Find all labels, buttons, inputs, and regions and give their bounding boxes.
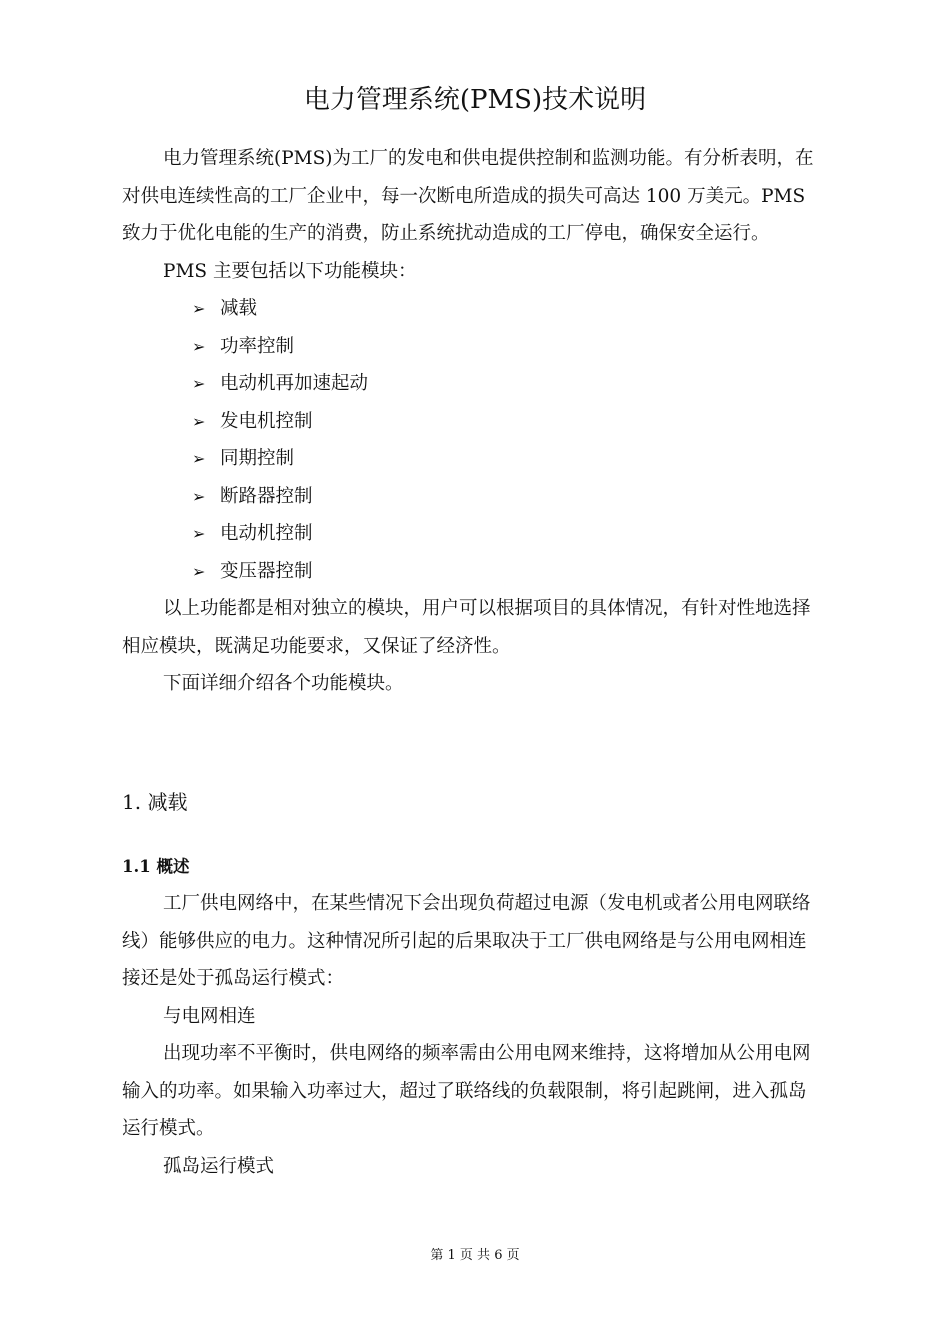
arrowhead-bullet-icon: ➢	[192, 299, 206, 318]
section-1-1-heading	[122, 852, 189, 882]
section-1-heading: 1. 减载	[122, 790, 188, 814]
arrowhead-bullet-icon: ➢	[192, 486, 206, 506]
module-list	[122, 290, 822, 590]
list-item: ➢ 同期控制	[122, 440, 822, 478]
arrowhead-bullet-icon: ➢	[192, 524, 206, 543]
document-title: 电力管理系统(PMS)技术说明	[303, 85, 647, 115]
case-grid-connected-text: 出现功率不平衡时，供电网络的频率需由公用电网来维持，这将增加从公用电网输入的功率。如果输入功率过大，超过了联络线的负载限制，将引起跳闸，进入孤岛运行模式。	[122, 1043, 811, 1139]
overview-paragraph: 工厂供电网络中，在某些情况下会出现负荷超过电源（发电机或者公用电网联络线）能够供应的电力。这种情况所引起的后果取决于工厂供电网络是与公用电网相连接还是处于孤岛运行模式：	[122, 893, 811, 989]
arrowhead-bullet-icon: ➢	[192, 374, 206, 393]
list-item: ➢ 变压器控制	[122, 553, 822, 591]
section-1-body	[122, 885, 822, 1185]
case-grid-connected-title: 与电网相连	[163, 1005, 256, 1027]
list-item: ➢ 发电机控制	[122, 403, 822, 441]
section-1-1-title: 概述	[156, 857, 190, 876]
intro-paragraph-2: PMS 主要包括以下功能模块：	[163, 260, 417, 282]
intro-section	[122, 140, 822, 703]
page-footer: 第 1 页 共 6 页	[430, 1248, 520, 1263]
arrowhead-bullet-icon: ➢	[192, 336, 206, 356]
list-item: ➢ 断路器控制	[122, 478, 822, 516]
arrowhead-bullet-icon: ➢	[192, 561, 206, 581]
intro-paragraph-3: 以上功能都是相对独立的模块，用户可以根据项目的具体情况，有针对性地选择相应模块，既满足功能要求，又保证了经济性。	[122, 598, 811, 657]
list-item: ➢ 电动机控制	[122, 515, 822, 553]
arrowhead-bullet-icon: ➢	[192, 411, 206, 431]
list-item: ➢ 功率控制	[122, 328, 822, 366]
list-item: ➢ 减载	[122, 290, 822, 328]
case-island-mode-title: 孤岛运行模式	[163, 1155, 275, 1177]
intro-paragraph-4: 下面详细介绍各个功能模块。	[163, 673, 404, 694]
section-1-1-number: 1.1	[122, 857, 151, 876]
list-item: ➢ 电动机再加速起动	[122, 365, 822, 403]
arrowhead-bullet-icon: ➢	[192, 449, 206, 468]
intro-paragraph-1: 电力管理系统(PMS)为工厂的发电和供电提供控制和监测功能。有分析表明，在对供电连续性高的工厂企业中，每一次断电所造成的损失可高达 100 万美元。PMS 致力于优化电能的生产的消费，防止系统扰动造成的工厂停电，确保安全运行。	[122, 148, 814, 244]
